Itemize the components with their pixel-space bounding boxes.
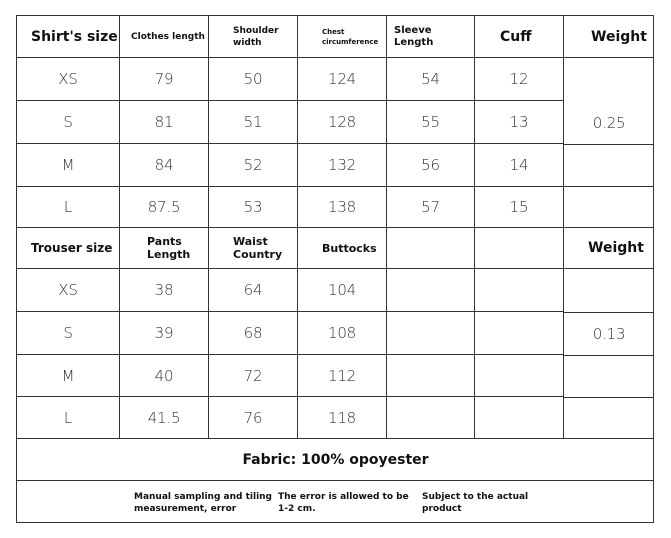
shirt-weight-header: Weight: [564, 16, 654, 58]
shirt-cuff-cell: 15: [475, 187, 564, 227]
shoulder-width-header: [209, 16, 298, 58]
shirt-chest-cell: 124: [298, 58, 387, 101]
trouser-size-cell: L: [17, 397, 120, 439]
shirt-sleeve-length-cell: 54: [387, 58, 475, 101]
shirt-clothes-length-cell: 81: [120, 101, 209, 144]
sleeve-length-header: Sleeve Length: [387, 16, 475, 58]
trouser-empty-cell: [387, 312, 475, 355]
shirt-weight-value: 0.25: [592, 113, 626, 132]
trouser-empty-cell: [475, 269, 564, 312]
shoulder-width-label: Shoulder width: [233, 25, 279, 48]
waist-country-header: [209, 227, 298, 269]
trouser-waist-cell: 68: [209, 312, 298, 355]
trouser-empty-cell: [387, 269, 475, 312]
chest-circumference-header: [298, 16, 387, 58]
shirt-cuff-cell: 13: [475, 101, 564, 144]
trouser-pants-length-cell: 40: [120, 355, 209, 397]
shirt-size-cell: S: [17, 101, 120, 144]
shirt-size-header: Shirt's size: [17, 16, 120, 58]
buttocks-header: Buttocks: [298, 227, 387, 269]
fabric-label: Fabric: 100% opoyester: [17, 439, 654, 481]
waist-country-label: Waist Country: [233, 235, 283, 261]
shirt-chest-cell: 128: [298, 101, 387, 144]
trouser-weight-value-mid: [564, 355, 654, 397]
shirt-sleeve-length-cell: 55: [387, 101, 475, 144]
clothes-length-header: Clothes length: [120, 16, 209, 58]
trouser-pants-length-cell: 39: [120, 312, 209, 355]
shirt-weight-value-bottom: [564, 187, 654, 227]
note-product: Subject to the actual product: [422, 492, 529, 514]
trouser-buttocks-cell: 118: [298, 397, 387, 439]
pants-length-header: [120, 227, 209, 269]
cuff-header: Cuff: [475, 16, 564, 58]
trouser-size-cell: XS: [17, 269, 120, 312]
note-measurement: Manual sampling and tiling measurement, error: [134, 492, 273, 514]
trouser-weight-value: 0.13: [564, 312, 654, 355]
trouser-size-cell: M: [17, 355, 120, 397]
shirt-weight-value-top: [564, 58, 654, 101]
shirt-chest-cell: 138: [298, 187, 387, 227]
shirt-size-cell: L: [17, 187, 120, 227]
shirt-clothes-length-cell: 84: [120, 144, 209, 187]
trouser-empty-cell: [387, 355, 475, 397]
shirt-cuff-cell: 14: [475, 144, 564, 187]
trouser-empty-cell: [387, 397, 475, 439]
shirt-shoulder-width-cell: 53: [209, 187, 298, 227]
trouser-weight-value-bottom: [564, 397, 654, 439]
trouser-buttocks-cell: 108: [298, 312, 387, 355]
trouser-empty-cell: [475, 397, 564, 439]
trouser-buttocks-cell: 104: [298, 269, 387, 312]
shirt-sleeve-length-cell: 56: [387, 144, 475, 187]
shirt-shoulder-width-cell: 50: [209, 58, 298, 101]
trouser-pants-length-cell: 41.5: [120, 397, 209, 439]
size-chart-table: [16, 15, 654, 523]
shirt-size-cell: M: [17, 144, 120, 187]
trouser-empty-cell: [475, 312, 564, 355]
shirt-chest-cell: 132: [298, 144, 387, 187]
shirt-weight-value-mid: [564, 144, 654, 187]
trouser-waist-cell: 72: [209, 355, 298, 397]
pants-length-label: Pants Length: [147, 235, 191, 261]
shirt-shoulder-width-cell: 51: [209, 101, 298, 144]
trouser-buttocks-cell: 112: [298, 355, 387, 397]
trouser-size-cell: S: [17, 312, 120, 355]
trouser-size-header: Trouser size: [17, 227, 120, 269]
trouser-empty-cell: [475, 355, 564, 397]
chest-circumference-label: Chest circumference: [322, 27, 379, 46]
trouser-weight-header: Weight: [564, 227, 654, 269]
shirt-shoulder-width-cell: 52: [209, 144, 298, 187]
shirt-clothes-length-cell: 87.5: [120, 187, 209, 227]
trouser-waist-cell: 76: [209, 397, 298, 439]
trouser-weight-value-top: [564, 269, 654, 312]
shirt-clothes-length-cell: 79: [120, 58, 209, 101]
note-error: The error is allowed to be 1-2 cm.: [278, 492, 409, 514]
trouser-waist-cell: 64: [209, 269, 298, 312]
shirt-sleeve-length-cell: 57: [387, 187, 475, 227]
trouser-empty-header-1: [387, 227, 475, 269]
shirt-cuff-cell: 12: [475, 58, 564, 101]
shirt-size-cell: XS: [17, 58, 120, 101]
trouser-empty-header-2: [475, 227, 564, 269]
trouser-pants-length-cell: 38: [120, 269, 209, 312]
